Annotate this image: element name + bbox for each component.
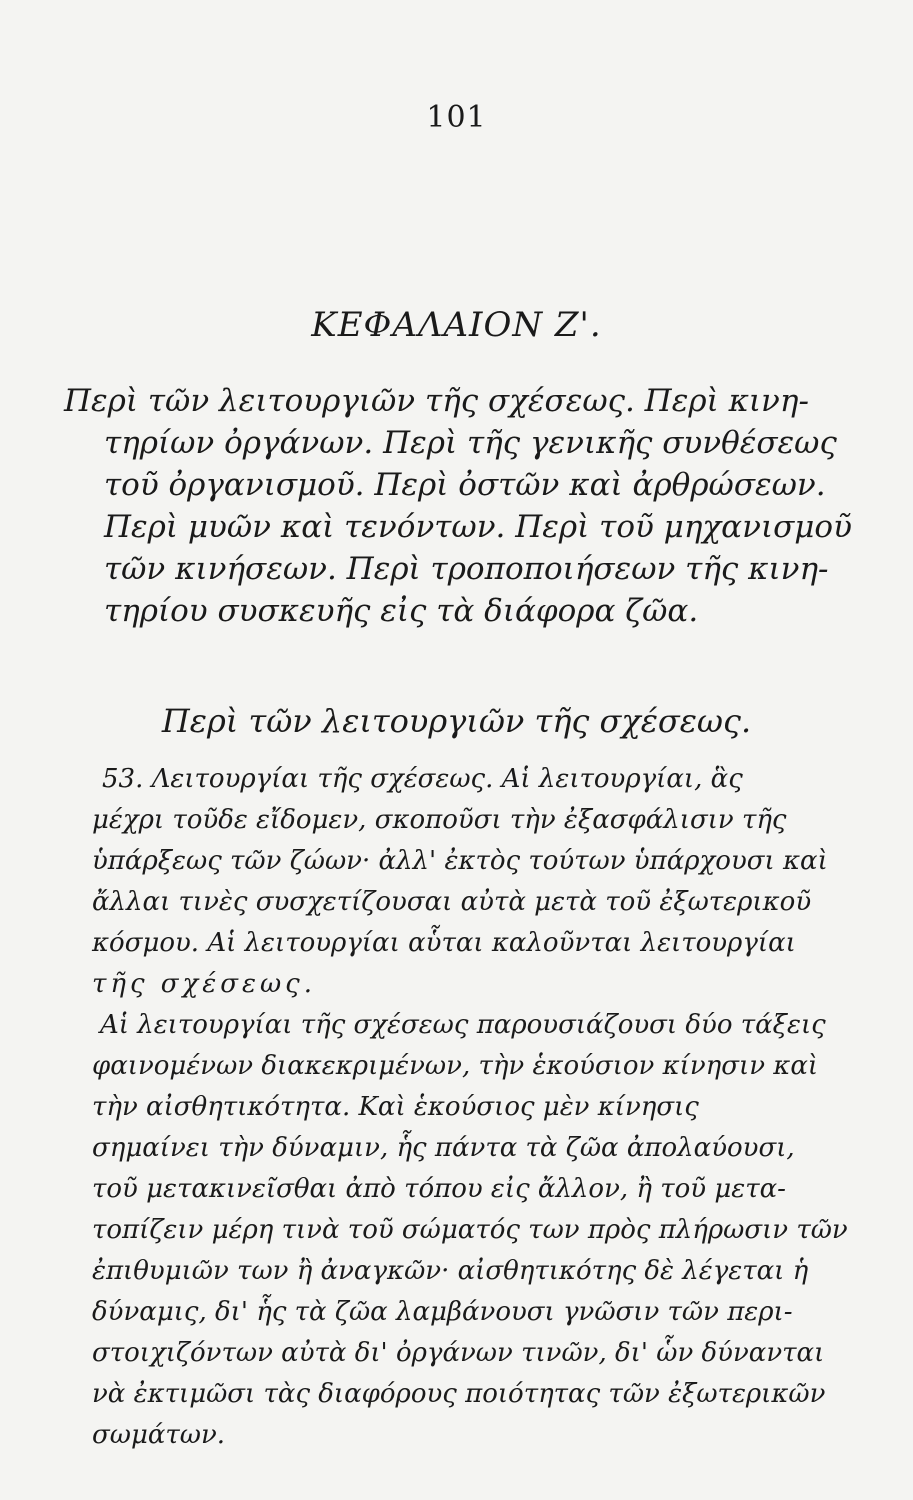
- summary-line: Περὶ μυῶν καὶ τενόντων. Περὶ τοῦ μηχανισμοῦ: [104, 509, 852, 545]
- paragraph-line: νὰ ἐκτιμῶσι τὰς διαφόρους ποιότητας τῶν ἐξωτερικῶν: [92, 1379, 826, 1409]
- paragraph-line: Αἱ λειτουργίαι τῆς σχέσεως παρουσιάζουσι δύο τάξεις: [100, 1010, 826, 1040]
- paragraph-line: τῆς σχέσεως.: [92, 969, 316, 999]
- summary-line: τοῦ ὀργανισμοῦ. Περὶ ὀστῶν καὶ ἀρθρώσεων.: [104, 467, 826, 503]
- paragraph-line: δύναμις, δι' ἧς τὰ ζῶα λαμβάνουσι γνῶσιν τῶν περι-: [92, 1297, 793, 1327]
- paragraph-line: κόσμου. Αἱ λειτουργίαι αὗται καλοῦνται λειτουργίαι: [92, 928, 796, 958]
- summary-line: Περὶ τῶν λειτουργιῶν τῆς σχέσεως. Περὶ κινη-: [64, 383, 809, 419]
- paragraph-line: τοῦ μετακινεῖσθαι ἀπὸ τόπου εἰς ἄλλον, ἢ τοῦ μετα-: [92, 1174, 786, 1204]
- summary-line: τηρίων ὀργάνων. Περὶ τῆς γενικῆς συνθέσεως: [104, 425, 837, 461]
- paragraph-line: σημαίνει τὴν δύναμιν, ἧς πάντα τὰ ζῶα ἀπολαύουσι,: [92, 1133, 795, 1163]
- paragraph-line: μέχρι τοῦδε εἴδομεν, σκοποῦσι τὴν ἐξασφάλισιν τῆς: [92, 805, 787, 835]
- paragraph-line: ἐπιθυμιῶν των ἢ ἀναγκῶν· αἰσθητικότης δὲ λέγεται ἡ: [92, 1256, 809, 1286]
- section-heading: Περὶ τῶν λειτουργιῶν τῆς σχέσεως.: [161, 702, 752, 740]
- paragraph-line: τὴν αἰσθητικότητα. Καὶ ἑκούσιος μὲν κίνησις: [92, 1092, 699, 1122]
- summary-line: τῶν κινήσεων. Περὶ τροποποιήσεων τῆς κινη-: [104, 551, 829, 587]
- paragraph-line: τοπίζειν μέρη τινὰ τοῦ σώματός των πρὸς πλήρωσιν τῶν: [92, 1215, 848, 1245]
- paragraph-line: ὑπάρξεως τῶν ζώων· ἀλλ' ἐκτὸς τούτων ὑπάρχουσι καὶ: [92, 846, 828, 876]
- paragraph-line: στοιχιζόντων αὐτὰ δι' ὀργάνων τινῶν, δι' ὧν δύνανται: [92, 1338, 825, 1368]
- paragraph-line: ἄλλαι τινὲς συσχετίζουσαι αὐτὰ μετὰ τοῦ ἐξωτερικοῦ: [92, 887, 812, 917]
- paragraph-line: 53. Λειτουργίαι τῆς σχέσεως. Αἱ λειτουργίαι, ἃς: [102, 764, 743, 794]
- paragraph-line: φαινομένων διακεκριμένων, τὴν ἑκούσιον κίνησιν καὶ: [92, 1051, 819, 1081]
- chapter-title: ΚΕΦΑΛΑΙΟΝ Ζ'.: [311, 305, 602, 345]
- summary-line: τηρίου συσκευῆς εἰς τὰ διάφορα ζῶα.: [104, 593, 699, 629]
- paragraph-line: σωμάτων.: [92, 1420, 226, 1450]
- page-number: 101: [426, 100, 487, 135]
